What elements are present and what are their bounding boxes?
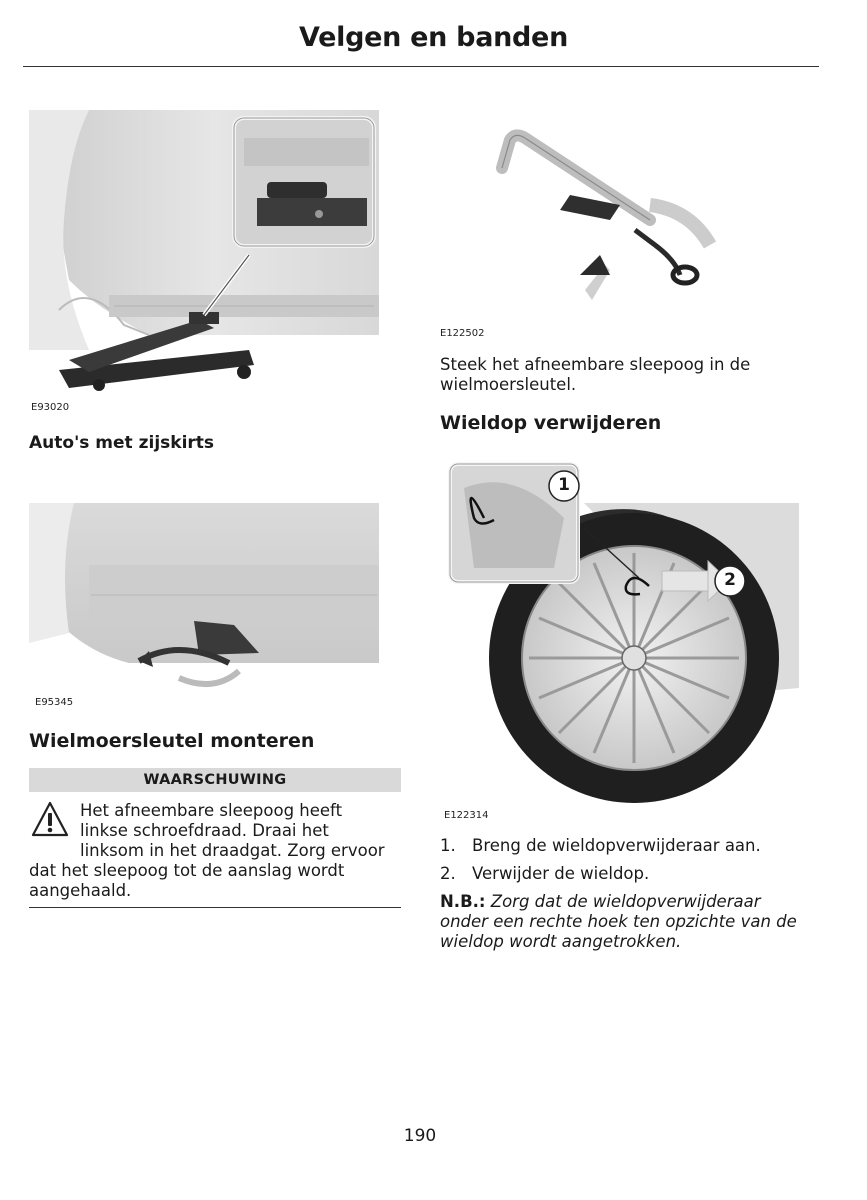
note-line: [440, 892, 761, 912]
page-title: Velgen en banden: [298, 22, 568, 53]
note-line: wieldop wordt aangetrokken.: [440, 932, 682, 951]
warning-line: dat het sleepoog tot de aanslag wordt: [29, 861, 345, 880]
warning-line: Het afneembare sleepoog heeft: [80, 801, 343, 820]
figure-code: E95345: [35, 697, 74, 708]
note-text: Zorg dat de wieldopverwijderaar: [490, 892, 761, 911]
step-item: [440, 836, 761, 855]
subhead-side-skirts: Auto's met zijskirts: [29, 433, 215, 453]
section-title-hubcap: Wieldop verwijderen: [440, 412, 662, 434]
instruction-line: wielmoersleutel.: [440, 375, 577, 394]
figure-code: E122502: [440, 328, 485, 339]
warning-line: linkse schroefdraad. Draai het: [80, 821, 329, 840]
step-number: 2.: [440, 864, 456, 883]
callout-2: 2: [724, 570, 736, 590]
step-text: Verwijder de wieldop.: [472, 864, 650, 883]
figure-code: E122314: [444, 810, 489, 821]
instruction-line: Steek het afneembare sleepoog in de: [440, 355, 751, 374]
figure-hubcap: [444, 458, 799, 803]
page-number: 190: [403, 1126, 437, 1146]
warning-line: aangehaald.: [29, 881, 132, 900]
note-line: onder een rechte hoek ten opzichte van de: [440, 912, 797, 931]
note-label: N.B.:: [440, 892, 486, 911]
figure-skirt: [29, 503, 379, 693]
warning-line: linksom in het draadgat. Zorg ervoor: [80, 841, 385, 860]
section-title-wrench: Wielmoersleutel monteren: [29, 730, 315, 752]
callout-1: 1: [558, 475, 570, 495]
warning-label: WAARSCHUWING: [29, 768, 401, 792]
title-divider: [23, 66, 819, 67]
step-item: [440, 864, 649, 883]
warning-icon: [30, 800, 70, 840]
figure-code: E93020: [31, 402, 70, 413]
step-text: Breng de wieldopverwijderaar aan.: [472, 836, 761, 855]
warning-divider: [29, 907, 401, 908]
figure-jack: [29, 110, 379, 395]
figure-wrench: [440, 110, 800, 310]
step-number: 1.: [440, 836, 456, 855]
